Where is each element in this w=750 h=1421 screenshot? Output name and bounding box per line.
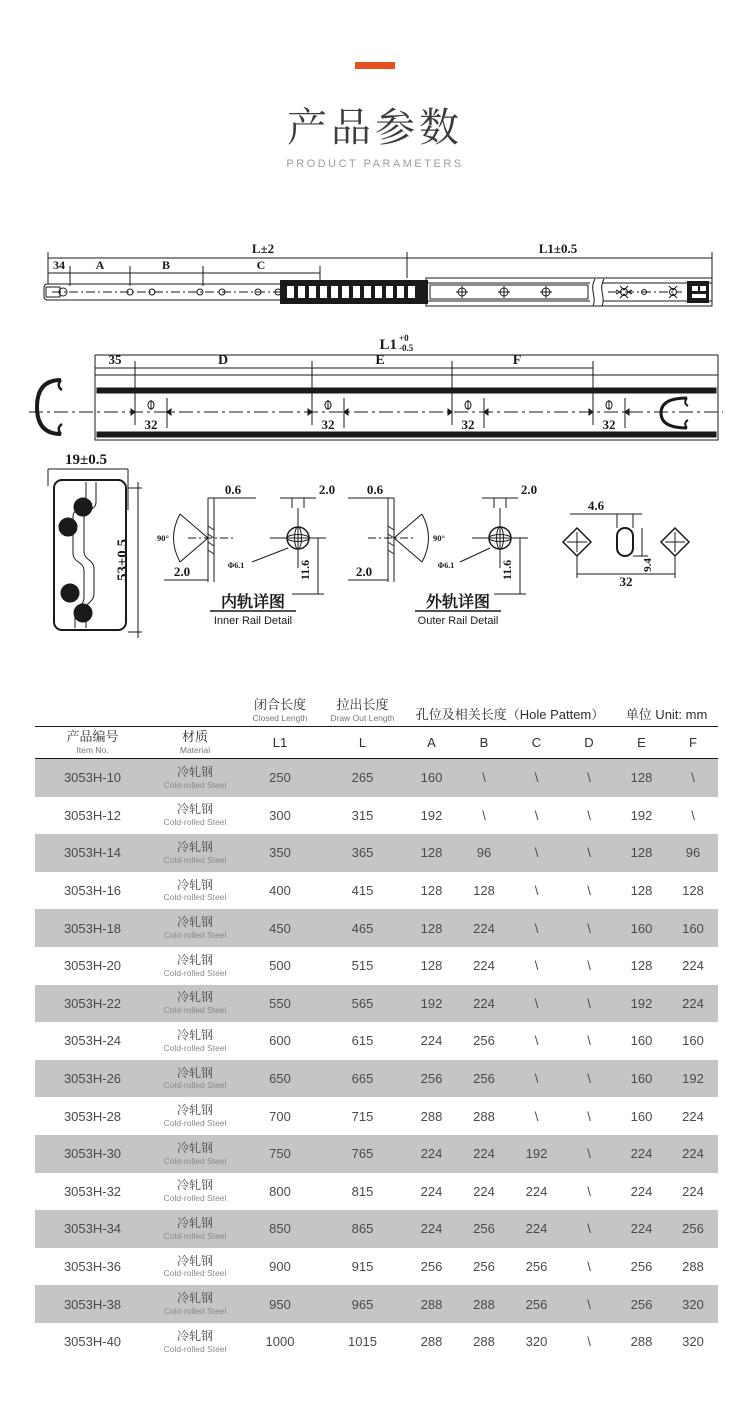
pattern-slot-width-label: 4.6 (587, 498, 605, 513)
c-value-cell: \ (534, 1071, 539, 1087)
e-value-cell: 256 (630, 1259, 653, 1275)
b-value-cell: 288 (473, 1334, 495, 1350)
outer-base-label: 2.0 (355, 564, 373, 579)
c-value-cell: \ (534, 807, 539, 823)
l1-value-cell: 450 (269, 920, 291, 936)
table-row (35, 1285, 718, 1323)
f-value-cell: 192 (682, 1071, 704, 1087)
d-value-cell: \ (587, 958, 591, 974)
e-value-cell: 192 (630, 807, 653, 823)
dim-label-l: L±2 (251, 241, 275, 256)
l-value-cell: 1015 (348, 1334, 377, 1350)
c-value-cell: 224 (525, 1183, 548, 1199)
l1-value-cell: 600 (269, 1033, 291, 1049)
cross-section-drawing (30, 450, 730, 645)
group-header-closed-length: 闭合长度 Closed Length (252, 696, 308, 723)
col-header-l: L (358, 735, 367, 750)
a-value-cell: 128 (420, 845, 443, 861)
e-value-cell: 160 (630, 1033, 653, 1049)
material-cell: 冷轧钢 Cold-rolled Steel (163, 1103, 227, 1128)
f-value-cell: 256 (682, 1221, 704, 1237)
f-value-cell: 224 (682, 995, 704, 1011)
table-row (35, 834, 718, 872)
item-no-cell: 3053H-14 (63, 845, 122, 861)
a-value-cell: 224 (420, 1033, 443, 1049)
l1-value-cell: 300 (269, 807, 291, 823)
l1-value-cell: 400 (269, 883, 291, 899)
c-value-cell: \ (534, 883, 539, 899)
page-title: 产品参数 (287, 106, 463, 150)
d-value-cell: \ (587, 1146, 591, 1162)
col-header-e: E (637, 735, 646, 750)
dim-label-d: D (217, 353, 229, 368)
material-cell: 冷轧钢 Cold-rolled Steel (163, 915, 227, 940)
l-value-cell: 615 (351, 1033, 374, 1049)
table-row (35, 985, 718, 1023)
material-cell: 冷轧钢 Cold-rolled Steel (163, 1253, 227, 1279)
e-value-cell: 128 (630, 958, 653, 974)
e-value-cell: 160 (630, 920, 653, 936)
a-value-cell: 192 (420, 995, 443, 1011)
f-value-cell: 160 (682, 1033, 704, 1049)
table-row (35, 1173, 718, 1211)
d-value-cell: \ (587, 1259, 591, 1275)
item-no-cell: 3053H-40 (63, 1334, 122, 1350)
l-value-cell: 315 (351, 807, 374, 823)
b-value-cell: 256 (473, 1259, 495, 1275)
l1-value-cell: 1000 (265, 1334, 295, 1350)
l1-value-cell: 650 (269, 1071, 291, 1087)
l1-value-cell: 750 (269, 1146, 291, 1162)
item-no-cell: 3053H-22 (63, 995, 122, 1011)
accent-dash (355, 62, 395, 69)
a-value-cell: 128 (420, 958, 443, 974)
inner-slot-label: 2.0 (318, 482, 336, 497)
f-value-cell: 128 (682, 883, 704, 899)
outer-detail-title-cn: 外轨详图 (425, 594, 491, 611)
f-value-cell: \ (691, 807, 695, 823)
inner-base-label: 2.0 (173, 564, 191, 579)
item-no-cell: 3053H-16 (63, 883, 122, 899)
a-value-cell: 288 (420, 1296, 443, 1312)
item-no-cell: 3053H-18 (63, 920, 122, 936)
a-value-cell: 224 (420, 1146, 443, 1162)
b-value-cell: \ (482, 807, 486, 823)
b-value-cell: \ (482, 770, 486, 786)
d-value-cell: \ (587, 1108, 591, 1124)
d-value-cell: \ (587, 1334, 591, 1350)
inner-depth-label: 11.6 (298, 559, 312, 581)
table-row (35, 1097, 718, 1135)
table-group-header (35, 690, 718, 727)
section-height-dim: 53±0.5 (115, 539, 131, 581)
d-value-cell: \ (587, 807, 591, 823)
mounting-bracket-left (37, 380, 62, 434)
d-value-cell: \ (587, 845, 591, 861)
b-value-cell: 224 (473, 1183, 495, 1199)
outer-depth-label: 11.6 (500, 559, 514, 581)
group-header-spacer (35, 690, 240, 726)
col-header-material: 材质 Material (179, 728, 211, 755)
l-value-cell: 765 (351, 1146, 374, 1162)
a-value-cell: 128 (420, 883, 443, 899)
b-value-cell: 224 (473, 958, 495, 974)
item-no-cell: 3053H-32 (63, 1183, 122, 1199)
outer-thickness-label: 0.6 (366, 482, 384, 497)
col-header-b: B (479, 735, 489, 750)
spec-table (35, 690, 718, 1361)
l1-value-cell: 850 (269, 1221, 291, 1237)
col-header-f: F (689, 735, 697, 750)
a-value-cell: 160 (420, 770, 443, 786)
hole-spacing-1: 32 (144, 417, 158, 432)
c-value-cell: 320 (525, 1334, 548, 1350)
l-value-cell: 365 (351, 845, 374, 861)
outer-slot-label: 2.0 (520, 482, 538, 497)
item-no-cell: 3053H-34 (63, 1221, 122, 1237)
e-value-cell: 288 (630, 1334, 653, 1350)
table-row (35, 872, 718, 910)
f-value-cell: 320 (682, 1334, 704, 1350)
f-value-cell: 224 (682, 1183, 704, 1199)
c-value-cell: \ (534, 958, 539, 974)
f-value-cell: 224 (682, 958, 704, 974)
hole-spacing-4: 32 (602, 417, 616, 432)
item-no-cell: 3053H-38 (63, 1296, 122, 1312)
e-value-cell: 160 (630, 1071, 653, 1087)
a-value-cell: 256 (420, 1071, 443, 1087)
b-value-cell: 256 (473, 1071, 495, 1087)
b-value-cell: 128 (473, 883, 495, 899)
f-value-cell: 320 (682, 1296, 704, 1312)
page-subtitle: PRODUCT PARAMETERS (286, 158, 464, 170)
material-cell: 冷轧钢 Cold-rolled Steel (163, 1215, 227, 1241)
l-value-cell: 915 (351, 1259, 374, 1275)
dim-tol-bottom: -0.5 (399, 343, 414, 353)
e-value-cell: 256 (630, 1296, 653, 1312)
l-value-cell: 665 (351, 1071, 374, 1087)
b-value-cell: 224 (473, 920, 495, 936)
pattern-pitch-label: 32 (619, 574, 633, 589)
outer-angle-label: 90° (433, 533, 445, 543)
pattern-slot-height-label: 9.4 (642, 558, 654, 572)
b-value-cell: 256 (473, 1033, 495, 1049)
inner-dia-label: Φ6.1 (227, 561, 245, 570)
c-value-cell: 256 (525, 1259, 548, 1275)
a-value-cell: 288 (420, 1108, 443, 1124)
a-value-cell: 224 (420, 1221, 443, 1237)
b-value-cell: 256 (473, 1221, 495, 1237)
dim-label-35: 35 (108, 352, 122, 367)
group-header-hole-pattern: 孔位及相关长度（Hole Pattem） (415, 707, 605, 722)
dim-label-a: A (95, 258, 105, 272)
f-value-cell: 224 (682, 1146, 704, 1162)
col-header-d: D (584, 735, 594, 750)
hole-spacing-2: 32 (321, 417, 335, 432)
c-value-cell: \ (534, 770, 539, 786)
item-no-cell: 3053H-12 (63, 807, 122, 823)
l-value-cell: 815 (351, 1183, 374, 1199)
material-cell: 冷轧钢 Cold-rolled Steel (163, 990, 227, 1016)
d-value-cell: \ (587, 883, 591, 899)
e-value-cell: 192 (630, 995, 653, 1011)
dim-tol-top: +0 (399, 333, 409, 343)
l1-value-cell: 800 (269, 1183, 291, 1199)
b-value-cell: 224 (473, 995, 495, 1011)
table-row (35, 947, 718, 985)
material-cell: 冷轧钢 Cold-rolled Steel (163, 877, 227, 903)
b-value-cell: 224 (473, 1146, 495, 1162)
item-no-cell: 3053H-36 (63, 1259, 122, 1275)
item-no-cell: 3053H-30 (63, 1146, 122, 1162)
d-value-cell: \ (587, 1296, 591, 1312)
d-value-cell: \ (587, 1071, 591, 1087)
end-cap (687, 281, 709, 303)
f-value-cell: 288 (682, 1259, 704, 1275)
col-header-l1: L1 (272, 735, 288, 750)
hole-spacing-3: 32 (461, 417, 475, 432)
e-value-cell: 128 (630, 883, 653, 899)
material-cell: 冷轧钢 Cold-rolled Steel (163, 1140, 227, 1166)
extended-slide-drawing (30, 238, 720, 328)
f-value-cell: 224 (682, 1108, 704, 1124)
l-value-cell: 415 (351, 883, 374, 899)
c-value-cell: \ (534, 1108, 539, 1124)
material-cell: 冷轧钢 Cold-rolled Steel (163, 802, 227, 828)
l1-value-cell: 250 (269, 770, 291, 786)
inner-angle-label: 90° (157, 533, 169, 543)
material-cell: 冷轧钢 Cold-rolled Steel (163, 1065, 227, 1091)
l1-value-cell: 900 (269, 1259, 291, 1275)
f-value-cell: 96 (685, 845, 701, 861)
d-value-cell: \ (587, 920, 591, 936)
f-value-cell: \ (691, 770, 695, 786)
ball-retainer-band (280, 280, 428, 304)
c-value-cell: 192 (525, 1146, 548, 1162)
dim-label-l1: L1±0.5 (538, 241, 578, 256)
table-row (35, 1323, 718, 1361)
b-value-cell: 96 (476, 845, 492, 861)
l1-value-cell: 500 (269, 958, 291, 974)
e-value-cell: 160 (630, 1108, 653, 1124)
c-value-cell: \ (534, 920, 539, 936)
col-header-a: A (427, 735, 436, 750)
mounting-clip-right (661, 398, 688, 428)
c-value-cell: 224 (525, 1221, 548, 1237)
l-value-cell: 565 (351, 995, 374, 1011)
dim-label-b: B (161, 258, 171, 272)
l-value-cell: 865 (351, 1221, 374, 1237)
l-value-cell: 715 (351, 1108, 374, 1124)
d-value-cell: \ (587, 1033, 591, 1049)
a-value-cell: 288 (420, 1334, 443, 1350)
outer-detail-title-en: Outer Rail Detail (417, 615, 499, 627)
col-header-c: C (531, 735, 542, 750)
item-no-cell: 3053H-20 (63, 958, 122, 974)
c-value-cell: \ (534, 1033, 539, 1049)
material-cell: 冷轧钢 Cold-rolled Steel (163, 839, 227, 865)
dim-label-e: E (375, 353, 385, 368)
dim-label-c: C (256, 258, 266, 272)
l1-value-cell: 550 (269, 995, 291, 1011)
inner-thickness-label: 0.6 (224, 482, 242, 497)
group-header-draw-out-length: 拉出长度 Draw Out Length (330, 696, 395, 723)
section-width-dim: 19±0.5 (65, 452, 107, 468)
table-row (35, 909, 718, 947)
item-no-cell: 3053H-28 (63, 1108, 122, 1124)
e-value-cell: 128 (630, 770, 653, 786)
d-value-cell: \ (587, 1221, 591, 1237)
c-value-cell: \ (534, 995, 539, 1011)
dim-label-l1-rail: L1 (379, 337, 397, 353)
inner-detail-title-cn: 内轨详图 (220, 594, 286, 611)
l-value-cell: 265 (351, 770, 374, 786)
e-value-cell: 224 (630, 1146, 653, 1162)
col-header-item-no: 产品编号 Item No. (66, 728, 119, 755)
a-value-cell: 256 (420, 1259, 443, 1275)
table-row (35, 759, 718, 797)
table-column-header (35, 727, 718, 759)
a-value-cell: 128 (420, 920, 443, 936)
l1-value-cell: 700 (269, 1108, 291, 1124)
b-value-cell: 288 (473, 1296, 495, 1312)
table-row (35, 1210, 718, 1248)
e-value-cell: 224 (630, 1183, 653, 1199)
material-cell: 冷轧钢 Cold-rolled Steel (163, 1328, 227, 1354)
c-value-cell: \ (534, 845, 539, 861)
e-value-cell: 128 (630, 845, 653, 861)
table-row (35, 1022, 718, 1060)
l-value-cell: 465 (351, 920, 374, 936)
unit-label: 单位 Unit: mm (625, 707, 708, 722)
material-cell: 冷轧钢 Cold-rolled Steel (163, 952, 227, 978)
item-no-cell: 3053H-24 (63, 1033, 122, 1049)
d-value-cell: \ (587, 995, 591, 1011)
e-value-cell: 224 (630, 1221, 653, 1237)
table-body (35, 759, 718, 1361)
dim-label-34: 34 (53, 258, 65, 272)
l-value-cell: 965 (351, 1296, 374, 1312)
b-value-cell: 288 (473, 1108, 495, 1124)
item-no-cell: 3053H-10 (63, 770, 122, 786)
material-cell: 冷轧钢 Cold-rolled Steel (163, 764, 227, 790)
inner-detail-title-en: Inner Rail Detail (213, 615, 293, 627)
table-row (35, 797, 718, 835)
l1-value-cell: 950 (269, 1296, 291, 1312)
item-no-cell: 3053H-26 (63, 1071, 122, 1087)
table-row (35, 1060, 718, 1098)
d-value-cell: \ (587, 770, 591, 786)
a-value-cell: 224 (420, 1183, 443, 1199)
material-cell: 冷轧钢 Cold-rolled Steel (163, 1291, 227, 1316)
table-row (35, 1248, 718, 1286)
material-cell: 冷轧钢 Cold-rolled Steel (163, 1027, 227, 1053)
a-value-cell: 192 (420, 807, 443, 823)
material-cell: 冷轧钢 Cold-rolled Steel (163, 1178, 227, 1204)
dim-label-f: F (512, 353, 522, 368)
outer-dia-label: Φ6.1 (437, 561, 455, 570)
rail-hole-pattern-drawing (25, 330, 725, 455)
l-value-cell: 515 (351, 958, 374, 974)
c-value-cell: 256 (525, 1296, 548, 1312)
f-value-cell: 160 (682, 920, 704, 936)
l1-value-cell: 350 (269, 845, 291, 861)
d-value-cell: \ (587, 1183, 591, 1199)
table-row (35, 1135, 718, 1173)
